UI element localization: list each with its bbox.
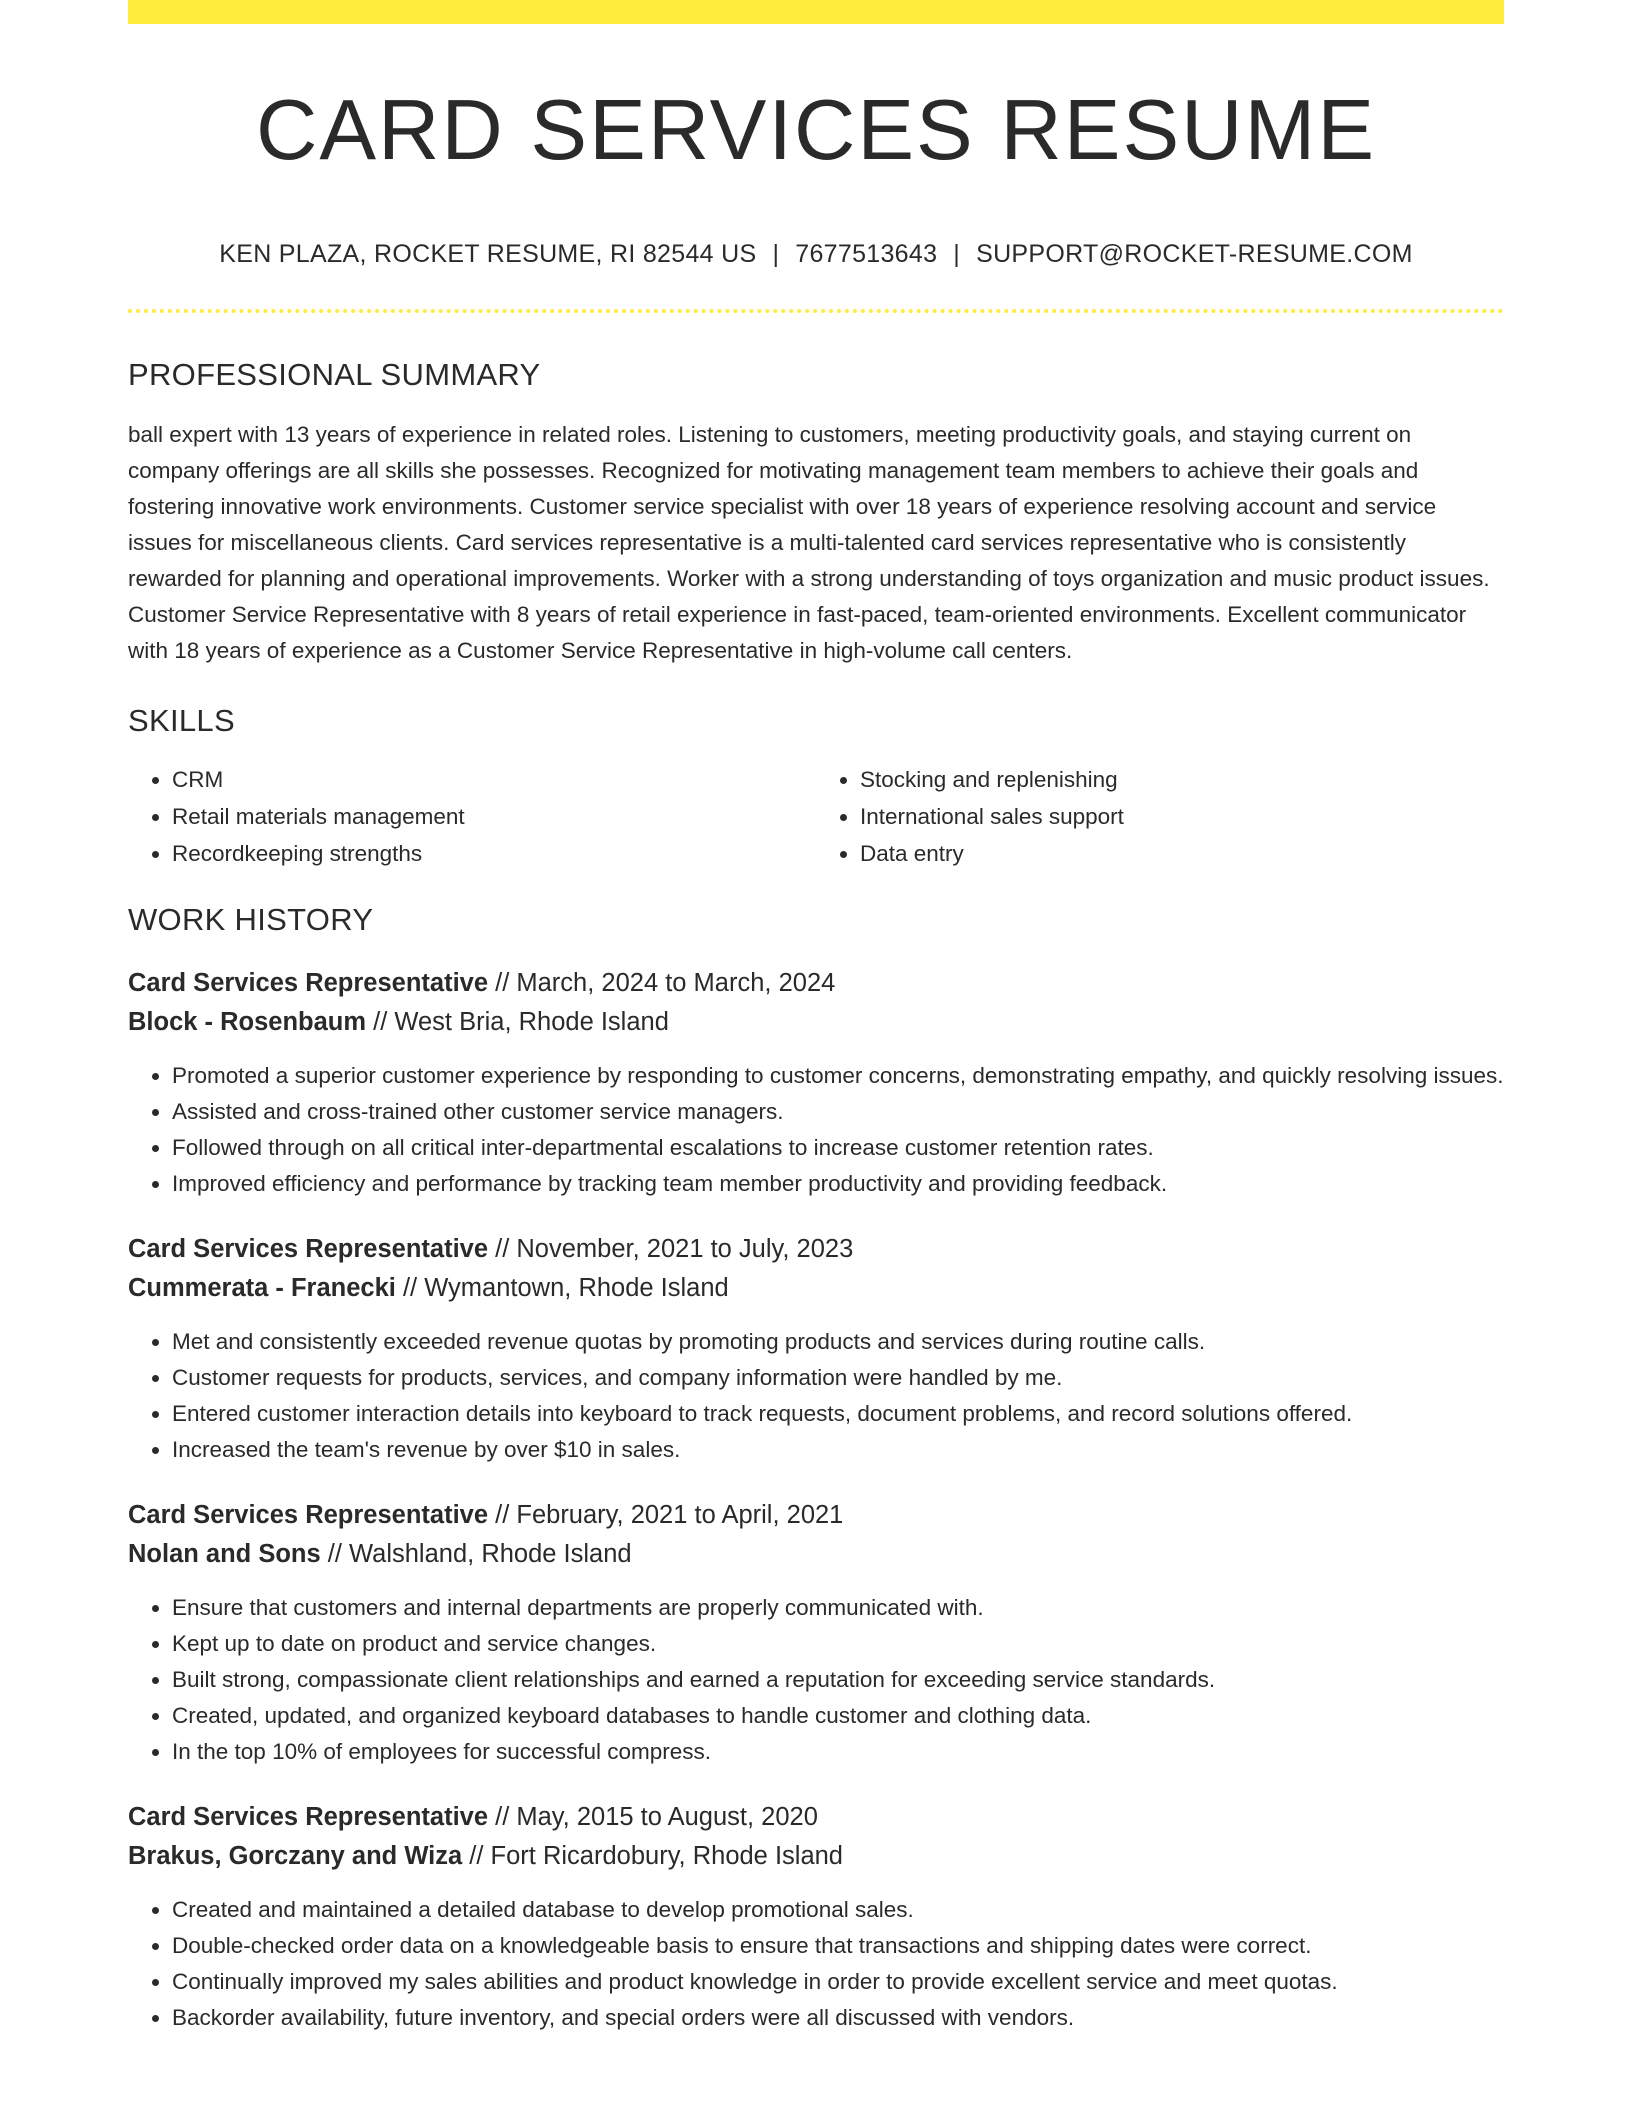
contact-line — [128, 240, 1504, 269]
job-bullet: • Entered customer interaction details into keyboard to track requests, document problems, and record solutions offered. — [172, 1396, 1504, 1432]
skill-item: • Stocking and replenishing — [860, 761, 1504, 798]
job-company: Nolan and Sons — [128, 1539, 321, 1568]
job-bullet: • Double-checked order data on a knowledgeable basis to ensure that transactions and shipping dates were correct. — [172, 1928, 1504, 1964]
job-bullet: • Promoted a superior customer experience by responding to customer concerns, demonstrating empathy, and quickly resolving issues. — [172, 1058, 1504, 1094]
job-company: Cummerata - Franecki — [128, 1273, 396, 1302]
job-dates: // November, 2021 to July, 2023 — [495, 1234, 854, 1263]
job-bullet: • Kept up to date on product and service changes. — [172, 1626, 1504, 1662]
skill-item: • CRM — [172, 761, 816, 798]
job-location: // Walshland, Rhode Island — [327, 1539, 632, 1568]
job-bullet: • Created and maintained a detailed database to develop promotional sales. — [172, 1892, 1504, 1928]
job-bullet: • Created, updated, and organized keyboard databases to handle customer and clothing data. — [172, 1698, 1504, 1734]
contact-separator: | — [772, 239, 780, 268]
job-location: // West Bria, Rhode Island — [373, 1007, 669, 1036]
job-company-line — [128, 1269, 1504, 1308]
job-title-line — [128, 1496, 1504, 1535]
job-bullet: • Ensure that customers and internal departments are properly communicated with. — [172, 1590, 1504, 1626]
job-bullet: • Assisted and cross-trained other customer service managers. — [172, 1094, 1504, 1130]
header-divider — [128, 309, 1504, 313]
job-title: Card Services Representative — [128, 1802, 489, 1831]
job-company: Block - Rosenbaum — [128, 1007, 367, 1036]
summary-text: ball expert with 13 years of experience in related roles. Listening to customers, meeting productivity goals, and staying current on company offerings are all skills she possesses. Recognized for motivating management team members to achieve their goals and fostering innovative work environments. Customer service specialist with over 18 years of experience resolving account and service issues for miscellaneous clients. Card services representative is a multi-talented card services representative who is consistently rewarded for planning and operational improvements. Worker with a strong understanding of toys organization and music product issues. Customer Service Representative with 8 years of retail experience in fast-paced, team-oriented environments. Excellent communicator with 18 years of experience as a Customer Service Representative in high-volume call centers. — [128, 421, 1490, 663]
contact-separator: | — [953, 239, 961, 268]
job-company: Brakus, Gorczany and Wiza — [128, 1841, 463, 1870]
job-title: Card Services Representative — [128, 1500, 489, 1529]
job-bullets — [128, 1058, 1504, 1202]
job-entry — [128, 1230, 1504, 1468]
job-title-line — [128, 1230, 1504, 1269]
job-bullet: • In the top 10% of employees for successful compress. — [172, 1734, 1504, 1770]
job-dates: // March, 2024 to March, 2024 — [495, 968, 836, 997]
job-dates: // May, 2015 to August, 2020 — [495, 1802, 818, 1831]
job-bullet: • Met and consistently exceeded revenue quotas by promoting products and services during routine calls. — [172, 1324, 1504, 1360]
job-bullet: • Followed through on all critical inter-departmental escalations to increase customer retention rates. — [172, 1130, 1504, 1166]
job-title: Card Services Representative — [128, 968, 489, 997]
job-entry — [128, 964, 1504, 1202]
job-entry — [128, 1798, 1504, 2036]
skills-heading: SKILLS — [128, 702, 235, 738]
skills-grid — [128, 761, 1504, 872]
summary-heading: PROFESSIONAL SUMMARY — [128, 356, 541, 392]
contact-address: KEN PLAZA, ROCKET RESUME, RI 82544 US — [219, 239, 757, 268]
job-bullets — [128, 1590, 1504, 1770]
job-location: // Fort Ricardobury, Rhode Island — [469, 1841, 843, 1870]
job-bullets — [128, 1892, 1504, 2036]
contact-phone: 7677513643 — [795, 239, 938, 268]
skill-item: • Retail materials management — [172, 798, 816, 835]
job-bullet: • Improved efficiency and performance by tracking team member productivity and providing feedback. — [172, 1166, 1504, 1202]
skill-item: • Data entry — [860, 835, 1504, 872]
skill-item: • Recordkeeping strengths — [172, 835, 816, 872]
job-title-line — [128, 1798, 1504, 1837]
job-bullets — [128, 1324, 1504, 1468]
job-dates: // February, 2021 to April, 2021 — [495, 1500, 844, 1529]
skill-item: • International sales support — [860, 798, 1504, 835]
resume-page — [128, 0, 1504, 2036]
job-company-line — [128, 1003, 1504, 1042]
job-bullet: • Continually improved my sales abilities and product knowledge in order to provide excellent service and meet quotas. — [172, 1964, 1504, 2000]
job-bullet: • Built strong, compassionate client relationships and earned a reputation for exceeding service standards. — [172, 1662, 1504, 1698]
job-title: Card Services Representative — [128, 1234, 489, 1263]
skills-column-right — [816, 761, 1504, 872]
job-company-line — [128, 1837, 1504, 1876]
job-bullet: • Backorder availability, future inventory, and special orders were all discussed with vendors. — [172, 2000, 1504, 2036]
job-entry — [128, 1496, 1504, 1770]
work-history-heading: WORK HISTORY — [128, 901, 374, 937]
skills-column-left — [128, 761, 816, 872]
job-location: // Wymantown, Rhode Island — [402, 1273, 729, 1302]
resume-title: CARD SERVICES RESUME — [255, 83, 1377, 178]
job-bullet: • Increased the team's revenue by over $10 in sales. — [172, 1432, 1504, 1468]
work-history-list — [128, 964, 1504, 2036]
job-company-line — [128, 1535, 1504, 1574]
contact-email: SUPPORT@ROCKET-RESUME.COM — [976, 239, 1413, 268]
job-title-line — [128, 964, 1504, 1003]
job-bullet: • Customer requests for products, services, and company information were handled by me. — [172, 1360, 1504, 1396]
top-accent-bar — [128, 0, 1504, 24]
